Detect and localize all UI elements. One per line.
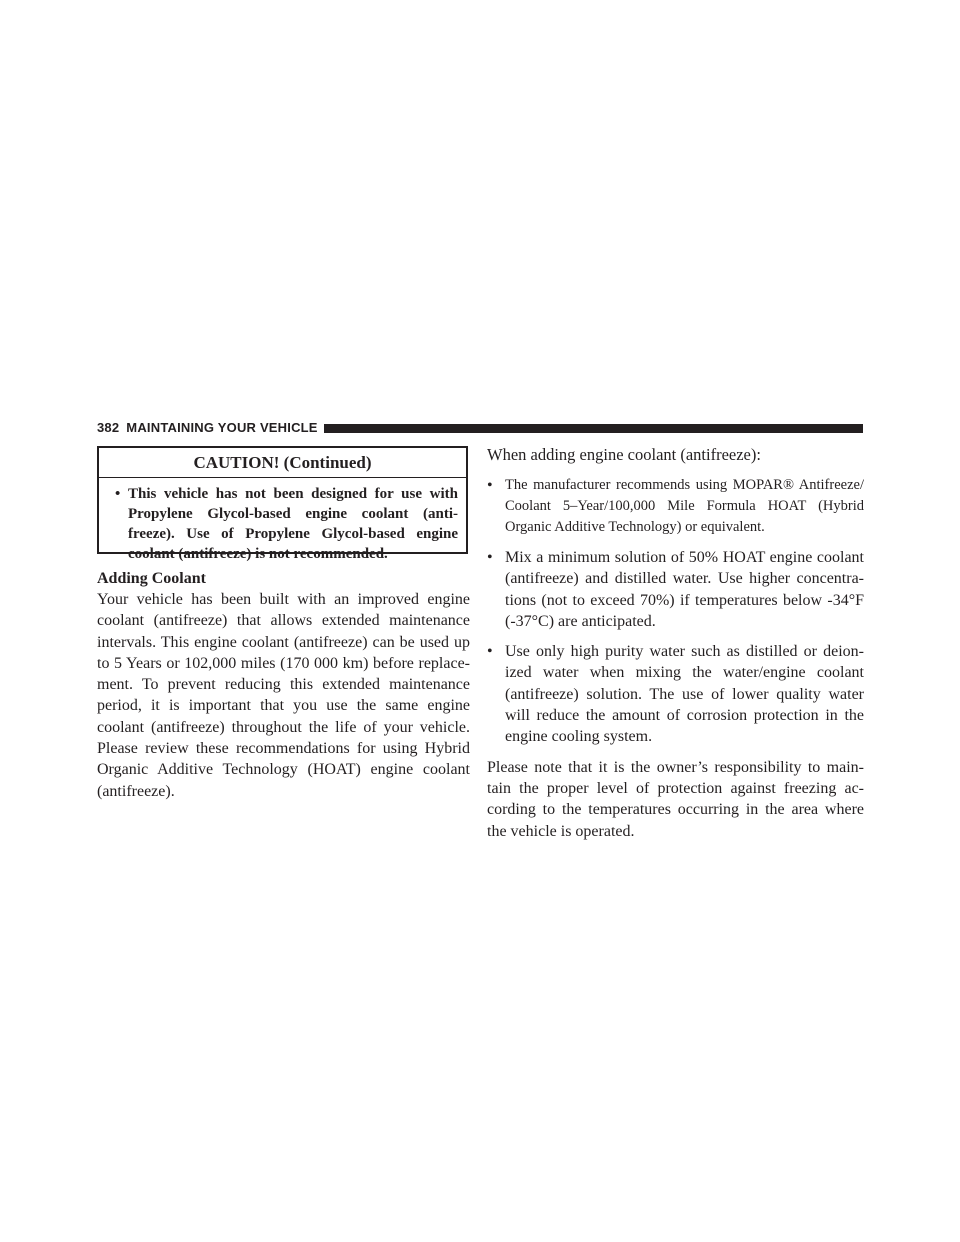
list-item (487, 641, 864, 747)
list-item-text: Mix a minimum solution of 50% HOAT engine coolant (antifreeze) and distilled water. Use higher concentra-tions (not to exceed 70%) if temperatures below -34°F (-37°C) are anticipated. (505, 549, 864, 630)
caution-item (99, 478, 466, 564)
list-item (487, 547, 864, 632)
left-column (97, 568, 470, 802)
bullet-marker: • (487, 643, 493, 661)
bullet-marker: • (487, 477, 493, 494)
bullet-marker: • (487, 549, 493, 566)
caution-text: This vehicle has not been designed for use with Propylene Glycol-based engine coolant (anti-freeze). Use of Propylene Glycol-based engine coolant (antifreeze) is not recommended. (128, 486, 458, 562)
closing-paragraph: Please note that it is the owner’s responsibility to main-tain the proper level of protection against freezing ac-cording to the temperatures occurring in the area where the vehicle is operated. (487, 758, 864, 840)
page-number: 382 (97, 419, 120, 435)
section-title: MAINTAINING YOUR VEHICLE (126, 419, 318, 435)
list-item-text: The manufacturer recommends using MOPAR® Antifreeze/ Coolant 5–Year/100,000 Mile Formula HOAT (Hybrid Organic Additive Technology) or equivalent. (505, 477, 864, 535)
caution-title: CAUTION! (Continued) (99, 448, 466, 478)
caution-box (97, 446, 468, 562)
when-adding-intro: When adding engine coolant (antifreeze): (487, 445, 761, 464)
page-header (97, 416, 863, 438)
list-item-text: Use only high purity water such as distilled or deion-ized water when mixing the water/engine coolant (antifreeze) solution. The use of lower quality water will reduce the amount of corrosion protection in the engine cooling system. (505, 643, 864, 746)
adding-coolant-heading: Adding Coolant (97, 570, 206, 587)
adding-coolant-paragraph: Your vehicle has been built with an improved engine coolant (antifreeze) that allows extended maintenance intervals. This engine coolant (antifreeze) can be used up to 5 Years or 102,000 miles (170 000 km) before replace-ment. To prevent reducing this extended maintenance period, it is important that you use the same engine coolant (antifreeze) throughout the life of your vehicle. Please review these recommendations for using Hybrid Organic Additive Technology (HOAT) engine coolant (antifreeze). (97, 591, 470, 800)
list-item (487, 475, 864, 538)
bullet-marker: • (115, 486, 121, 502)
right-column (487, 444, 864, 842)
header-rule (324, 424, 863, 433)
